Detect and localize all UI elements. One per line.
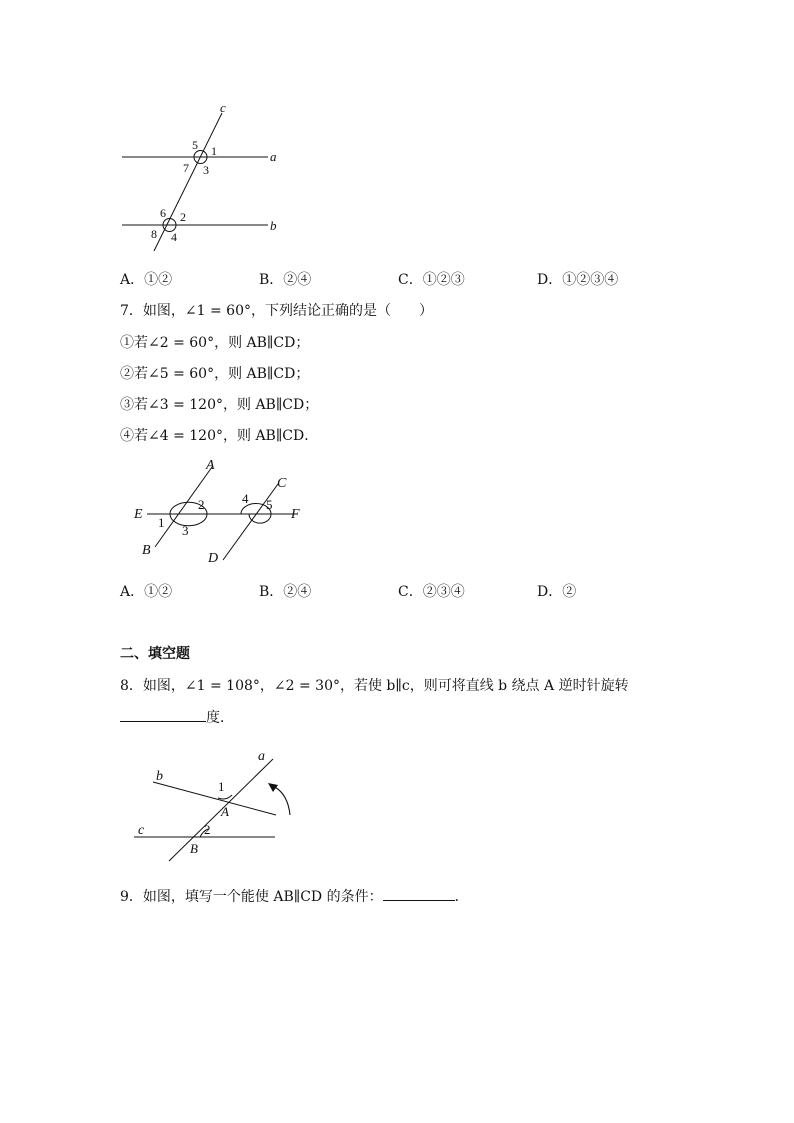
fig2-angle-4: 4 (242, 491, 249, 506)
q9-line (120, 885, 469, 906)
q8-answer-blank[interactable] (120, 706, 206, 722)
figure-ab-cd-ef (125, 452, 325, 572)
fig3-label-b: b (156, 769, 163, 784)
fig2-label-f: F (291, 507, 300, 522)
fig3-label-point-a: A (221, 804, 229, 819)
q8-line-1: 8．如图，∠1 = 108°，∠2 = 30°，若使 b∥c，则可将直线 b 绕点 A 逆时针旋转 (120, 678, 629, 694)
fig2-label-d: D (208, 551, 219, 566)
fig3-label-a: a (258, 749, 265, 764)
q9-answer-blank[interactable] (383, 885, 455, 901)
q6-option-d[interactable]: D．①②③④ (537, 272, 619, 288)
figure-rotation-lines (128, 745, 308, 865)
fig3-label-point-b: B (190, 841, 198, 856)
fig1-angle-1: 1 (211, 144, 217, 158)
q7-option-a[interactable]: A．①② (120, 584, 173, 600)
fig2-angle-5: 5 (266, 497, 273, 512)
q6-option-c[interactable]: C．①②③ (398, 272, 465, 288)
q7-statement-3: ③若∠3 = 120°，则 AB∥CD； (120, 397, 319, 413)
q9-text: 9．如图，填写一个能使 AB∥CD 的条件： (120, 889, 383, 905)
fig2-label-c: C (277, 476, 287, 491)
fig1-angle-3: 3 (203, 163, 209, 177)
q7-option-b[interactable]: B．②④ (259, 584, 312, 600)
fig2-label-e: E (134, 507, 143, 522)
fig1-angle-2: 2 (180, 210, 186, 224)
q7-statement-2: ②若∠5 = 60°，则 AB∥CD； (120, 366, 310, 382)
q7-stem: 7．如图，∠1 = 60°，下列结论正确的是（ ） (120, 303, 433, 319)
fig2-label-a: A (206, 458, 215, 473)
fig2-label-b: B (142, 543, 151, 558)
fig1-label-b: b (270, 218, 277, 233)
fig3-angle-1: 1 (218, 779, 225, 794)
q6-options (0, 269, 794, 289)
section-title-fill-in: 二、填空题 (120, 646, 190, 662)
fig3-label-c: c (138, 823, 145, 838)
q7-option-c[interactable]: C．②③④ (398, 584, 465, 600)
q7-statement-1: ①若∠2 = 60°，则 AB∥CD； (120, 335, 310, 351)
q7-option-d[interactable]: D．② (537, 584, 577, 600)
fig1-angle-4: 4 (171, 230, 177, 244)
q6-option-a[interactable]: A．①② (120, 272, 173, 288)
fig1-angle-5: 5 (192, 138, 198, 152)
fig2-angle-1: 1 (158, 515, 165, 530)
q8-line-2 (120, 706, 234, 727)
fig3-angle-2: 2 (204, 822, 211, 837)
q7-options (0, 581, 794, 601)
fig1-label-a: a (270, 149, 277, 164)
q6-option-b[interactable]: B．②④ (259, 272, 312, 288)
q7-statement-4: ④若∠4 = 120°，则 AB∥CD． (120, 428, 319, 444)
fig1-angle-8: 8 (151, 227, 157, 241)
fig2-angle-2: 2 (198, 497, 205, 512)
q8-line-2-suffix: 度． (206, 710, 234, 726)
fig1-label-c: c (220, 100, 226, 115)
figure-parallel-lines-transversal (110, 95, 290, 265)
fig2-angle-3: 3 (182, 523, 189, 538)
fig1-angle-7: 7 (183, 161, 189, 175)
q9-end: ． (454, 889, 469, 905)
fig1-angle-6: 6 (160, 206, 166, 220)
